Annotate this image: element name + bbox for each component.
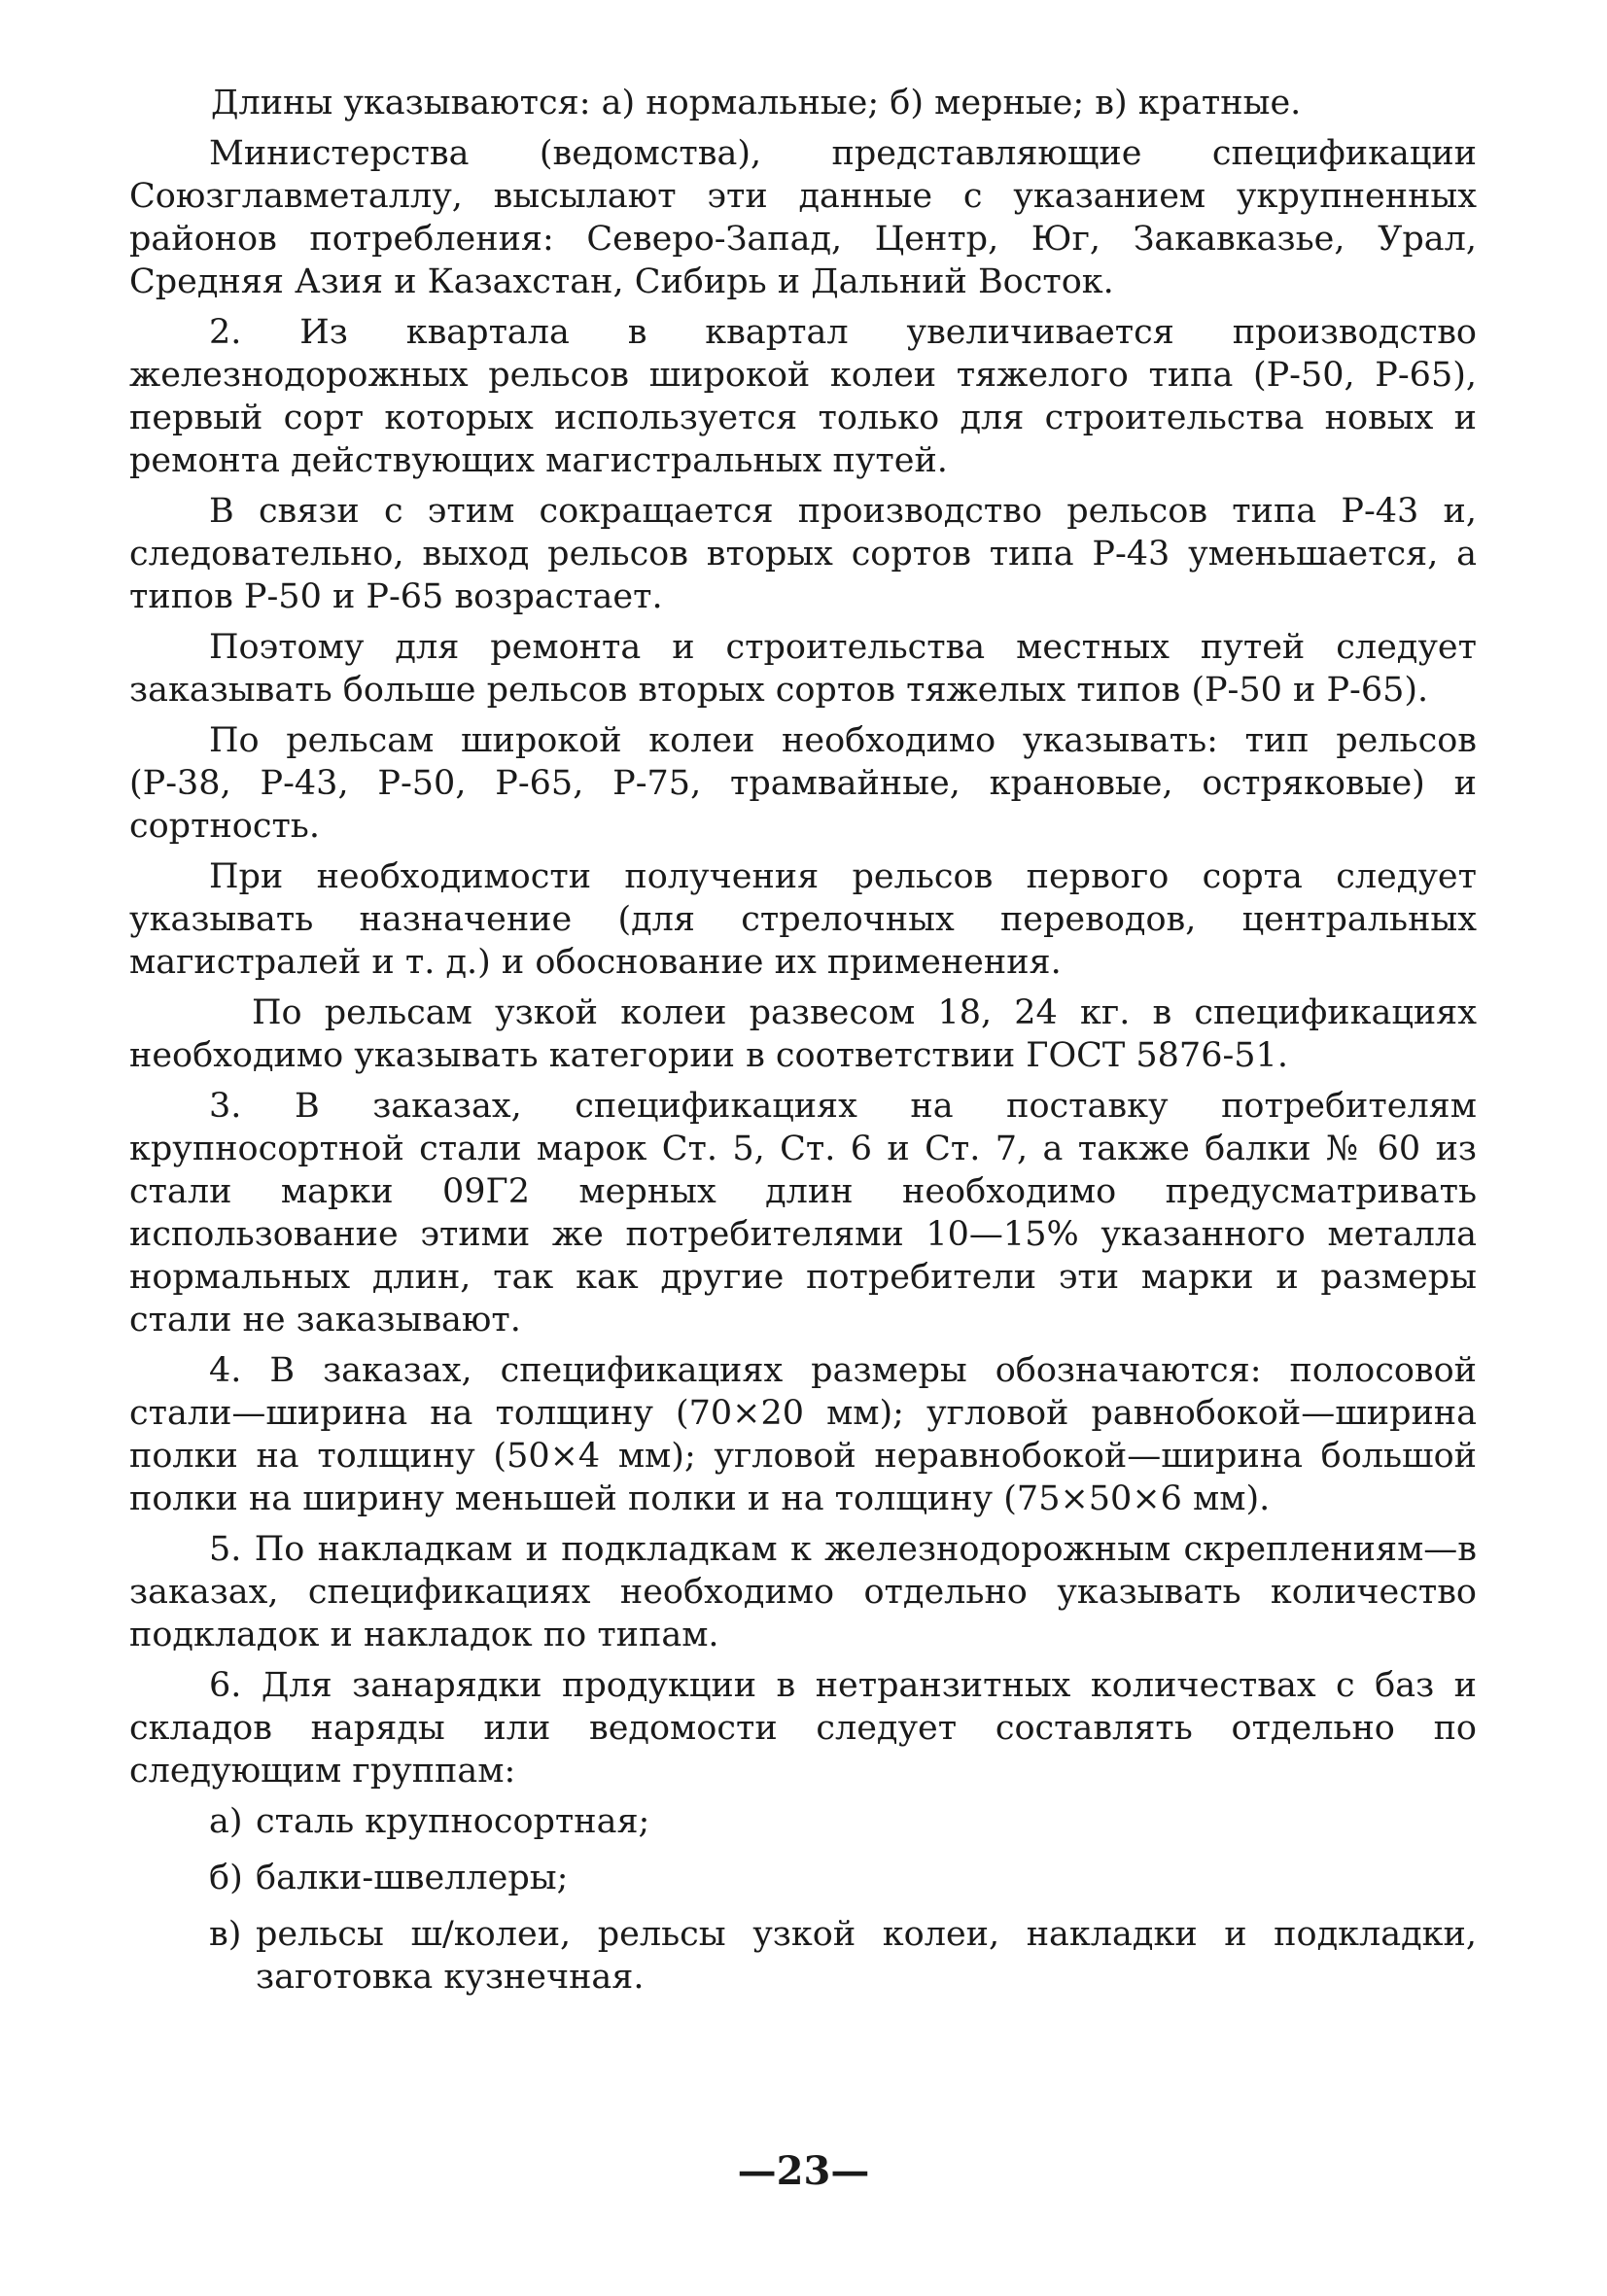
paragraph-item-3: 3. В заказах, спецификациях на поставку потребителям крупносортной стали марок Ст. 5, Ст. 6 и Ст. 7, а также балки № 60 из стали марки 09Г2 мерных длин необходимо предусматривать использование этими же потребителями 10—15% указанного металла нормальных длин, так как другие потребители эти марки и размеры стали не заказывают. [129,1087,1477,1339]
paragraph-item-6: 6. Для занарядки продукции в нетранзитных количествах с баз и складов наряды или ведомости следует составлять отдельно по следующим группам: [129,1666,1477,1791]
list-item [129,1857,1477,1899]
list-marker: б) [209,1859,243,1897]
paragraph-item-5: 5. По накладкам и подкладкам к железнодорожным скреплениям—в заказах, спецификациях необходимо отдельно указывать количество подкладок и накладок по типам. [129,1530,1477,1654]
paragraph-wide-gauge-specs: По рельсам широкой колеи необходимо указывать: тип рельсов (Р-38, Р-43, Р-50, Р-65, Р-75, трамвайные, крановые, остряковые) и сортность. [129,721,1477,846]
list-item-text: балки-швеллеры; [256,1859,569,1897]
paragraph-first-grade: При необходимости получения рельсов первого сорта следует указывать назначение (для стрелочных переводов, центральных магистралей и т. д.) и обоснование их применения. [129,857,1477,982]
paragraph-ministries: Министерства (ведомства), представляющие спецификации Союзглавметаллу, высылают эти данные с указанием укрупненных районов потребления: Северо-Запад, Центр, Юг, Закавказье, Урал, Средняя Азия и Казахстан, Сибирь и Дальний Восток. [129,134,1477,301]
paragraph-lengths: Длины указываются: а) нормальные; б) мерные; в) кратные. [211,84,1302,122]
page-number: —23— [737,2148,870,2194]
paragraph-item-4: 4. В заказах, спецификациях размеры обозначаются: полосовой стали—ширина на толщину (70×20 мм); угловой равнобокой—ширина полки на толщину (50×4 мм); угловой неравнобокой—ширина большой полки на ширину меньшей полки и на толщину (75×50×6 мм). [129,1351,1477,1518]
paragraph-item-2: 2. Из квартала в квартал увеличивается производство железнодорожных рельсов широкой колеи тяжелого типа (Р-50, Р-65), первый сорт которых используется только для строительства новых и ремонта действующих магистральных путей. [129,313,1477,480]
groups-list [129,1800,1477,1999]
paragraph-local-tracks: Поэтому для ремонта и строительства местных путей следует заказывать больше рельсов вторых сортов тяжелых типов (Р-50 и Р-65). [129,628,1477,710]
list-item-text: сталь крупносортная; [256,1802,650,1841]
list-item [129,1800,1477,1843]
list-item-text: рельсы ш/колеи, рельсы узкой колеи, накладки и подкладки, заготовка кузнечная. [256,1915,1477,1997]
paragraph-narrow-gauge: По рельсам узкой колеи развесом 18, 24 кг. в спецификациях необходимо указывать категории в соответствии ГОСТ 5876-51. [129,993,1477,1075]
page-body [129,82,1477,2012]
list-marker: а) [209,1802,243,1841]
list-item [129,1913,1477,1999]
list-marker: в) [209,1915,242,1954]
paragraph-r43-reduction: В связи с этим сокращается производство рельсов типа Р-43 и, следовательно, выход рельсов вторых сортов типа Р-43 уменьшается, а типов Р-50 и Р-65 возрастает. [129,492,1477,616]
